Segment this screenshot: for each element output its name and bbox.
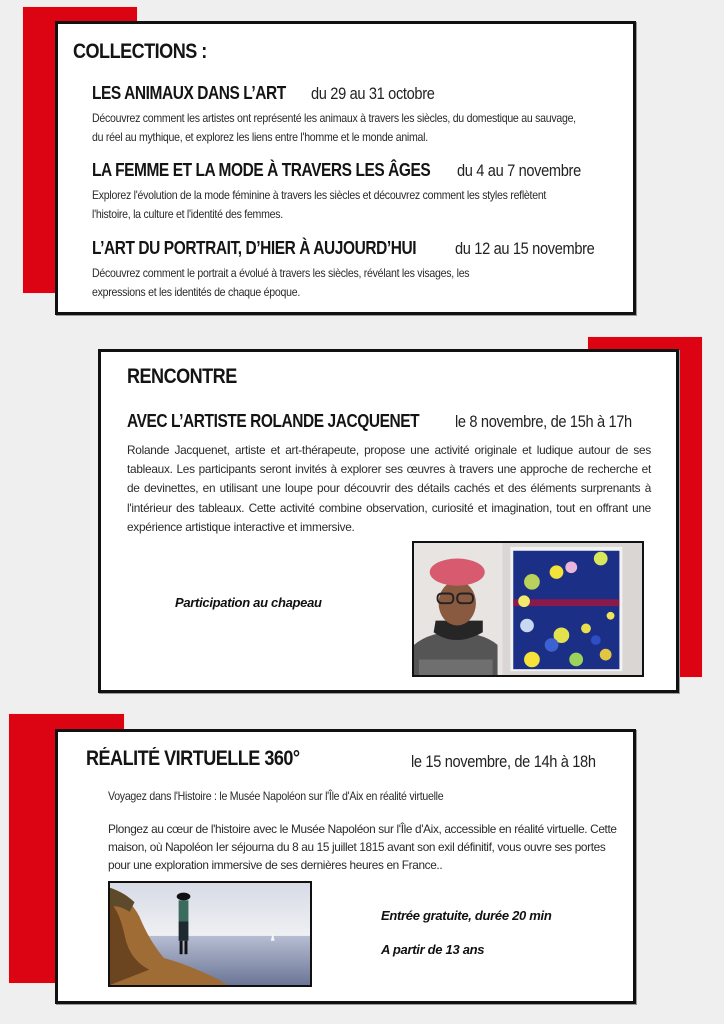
rencontre-description: Rolande Jacquenet, artiste et art-thérapeute, propose une activité originale et ludique autour de ses tableaux. Les participants seront invités à explorer ses œuvres à travers une approche de recherche et de devinettes, en utilisant une loupe pour découvrir des détails cachés et des éléments surprenants à l'intérieur des tableaux. Cette activité combine observation, curiosité et imagination, tout en offrant une expérience artistique interactive et immersive. [127, 443, 651, 534]
vr-entry-info: Entrée gratuite, durée 20 min [381, 908, 552, 923]
rencontre-date: le 8 novembre, de 15h à 17h [455, 412, 632, 431]
artist-photo [412, 541, 644, 677]
collection-desc-portrait: Découvrez comment le portrait a évolué à travers les siècles, révélant les visages, les expressions et les identités de chaque époque. [92, 266, 470, 299]
collection-desc-animaux: Découvrez comment les artistes ont représenté les animaux à travers les siècles, du domestique au sauvage, du réel au mythique, et explorez les liens entre l'homme et le monde animal. [92, 111, 576, 144]
collection-date-femme-mode: du 4 au 7 novembre [457, 161, 581, 180]
napoleon-painting [108, 881, 312, 987]
vr-date: le 15 novembre, de 14h à 18h [411, 752, 596, 771]
collection-date-portrait: du 12 au 15 novembre [455, 239, 595, 258]
vr-heading: RÉALITÉ VIRTUELLE 360° [86, 747, 300, 770]
vr-subtitle: Voyagez dans l'Histoire : le Musée Napoléon sur l'Île d'Aix en réalité virtuelle [108, 789, 444, 803]
rencontre-title: AVEC L’ARTISTE ROLANDE JACQUENET [127, 411, 420, 431]
collections-heading: COLLECTIONS : [73, 40, 207, 63]
collection-title-animaux: LES ANIMAUX DANS L’ART [92, 83, 286, 103]
collection-title-femme-mode: LA FEMME ET LA MODE À TRAVERS LES ÂGES [92, 160, 431, 180]
collection-title-portrait: L’ART DU PORTRAIT, D’HIER À AUJOURD’HUI [92, 238, 417, 258]
collection-desc-femme-mode: Explorez l'évolution de la mode féminine à travers les siècles et découvrez comment les styles reflètent l'histoire, la culture et l'identité des femmes. [92, 188, 547, 221]
collection-date-animaux: du 29 au 31 octobre [311, 84, 435, 103]
rencontre-heading: RENCONTRE [127, 365, 237, 388]
rencontre-participation-note: Participation au chapeau [175, 595, 322, 610]
vr-description: Plongez au cœur de l'histoire avec le Musée Napoléon sur l'Île d'Aix, accessible en réalité virtuelle. Cette maison, où Napoléon Ier séjourna du 8 au 15 juillet 1815 avant son exil définitif, vous ouvre ses portes pour une exploration immersive de ses dernières heures en France.. [108, 822, 617, 872]
vr-age-info: A partir de 13 ans [381, 942, 485, 957]
